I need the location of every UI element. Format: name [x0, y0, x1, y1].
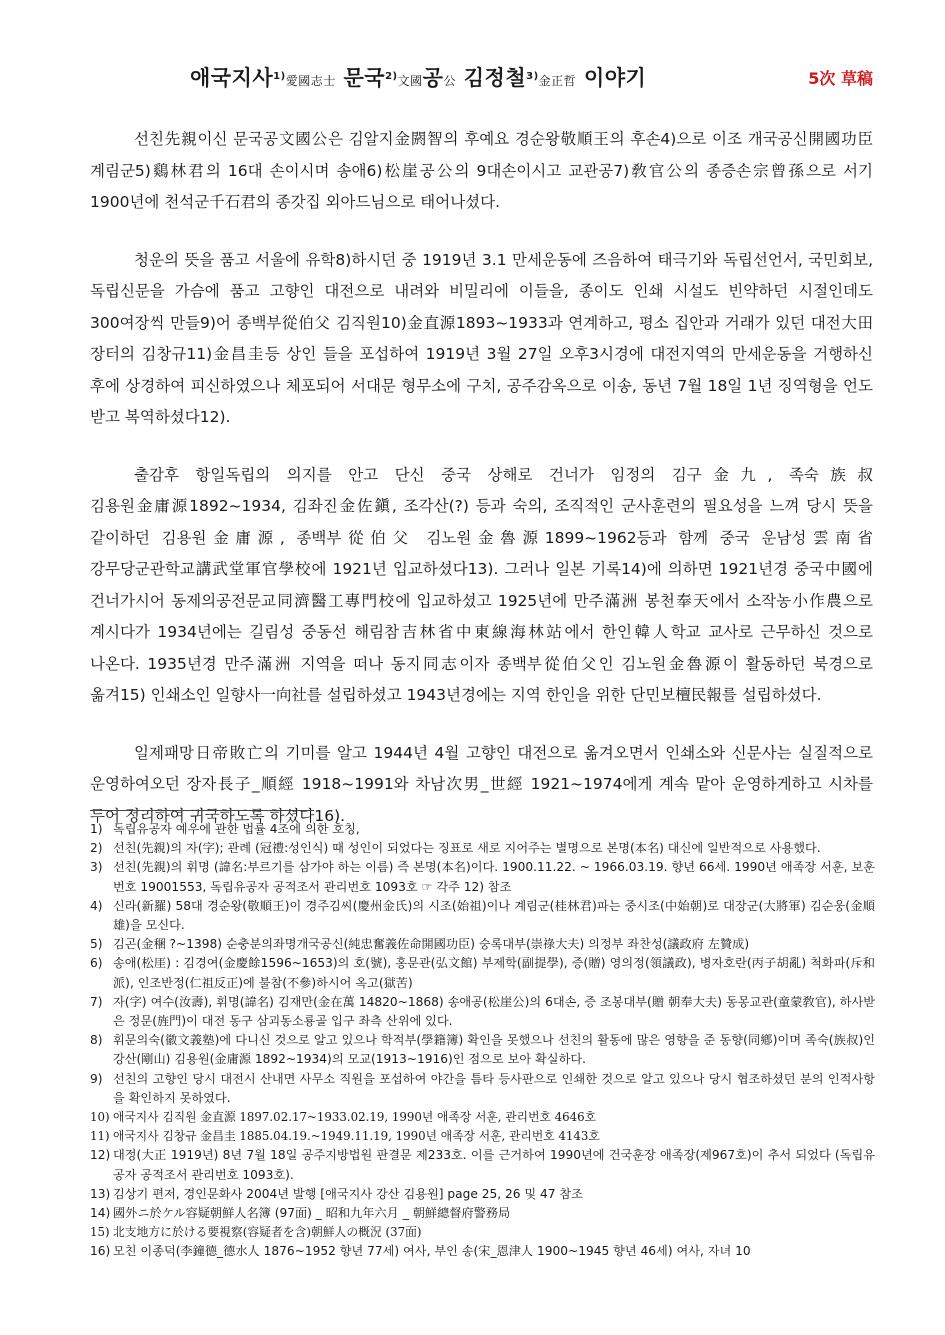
- footnote-ref[interactable]: 2): [385, 71, 398, 82]
- footnote-number: 10): [90, 1110, 110, 1125]
- footnote-text: 애국지사 김창규 金昌圭 1885.04.19.~1949.11.19, 1990년 애족장 서훈, 관리번호 4143호: [113, 1129, 600, 1144]
- footnote-text: 대정(大正 1919년) 8년 7월 18일 공주지방법원 판결문 제233호. 이를 근거하여 1990년에 건국훈장 애족장(제967호)이 추서 되었다 (독립유공자 공적조서 관리번호 1093호).: [113, 1148, 875, 1182]
- footnote-text: 애국지사 김직원 金直源 1897.02.17~1933.02.19, 1990년 애족장 서훈, 관리번호 4646호: [113, 1110, 597, 1125]
- footnote-number: 6): [90, 956, 103, 971]
- footnote: [90, 839, 875, 858]
- footnote-ref[interactable]: 3): [526, 71, 539, 82]
- title-part: 이야기: [583, 66, 647, 90]
- footnote-text: 모친 이종덕(李鐘德_德水人 1876~1952 향년 77세) 여사, 부인 송(宋_恩津人 1900~1945 향년 46세) 여사, 자녀 10: [113, 1244, 751, 1259]
- footnote-text: 휘문의숙(徽文義塾)에 다니신 것으로 알고 있으나 학적부(學籍簿) 확인을 못했으나 선친의 활동에 많은 영향을 준 동향(同鄕)이며 족숙(族叔)인 강산(剛山) 김용원(金庸源 1892~1934)의 모교(1913~1916)인 점으로 보아 확실하다.: [113, 1033, 875, 1067]
- footnote-number: 1): [90, 822, 103, 836]
- footnote-text: 선친(先親)의 휘명 (諱名:부르기를 삼가야 하는 이름) 즉 본명(本名)이다. 1900.11.22. ~ 1966.03.19. 향년 66세. 1990년 애족장 서훈, 보훈번호 19001553, 독립유공자 공적조서 관리번호 1093호 ☞ 각주 12) 참조: [113, 860, 875, 894]
- page-title: [190, 62, 646, 92]
- title-hanja: 愛國志士: [285, 74, 336, 88]
- title-part: 문국: [343, 66, 386, 90]
- footnote-text: 선친(先親)의 자(字); 관례 (冠禮:성인식) 때 성인이 되었다는 징표로 새로 지어주는 별명으로 본명(本名) 대신에 일반적으로 사용했다.: [113, 841, 821, 856]
- footnote-number: 7): [90, 994, 103, 1009]
- footnote: [90, 1185, 875, 1204]
- footnote-text: 김곤(金稛 ?~1398) 순충분의좌명개국공신(純忠奮義佐命開國功臣) 숭록대부(崇祿大夫) 의정부 좌찬성(議政府 左贊成): [113, 937, 750, 952]
- title-part: 공: [422, 66, 444, 90]
- footnote-number: 12): [90, 1148, 111, 1163]
- footnote-ref[interactable]: 1): [273, 71, 286, 82]
- footnote: [90, 1146, 875, 1184]
- footnote-text: 김상기 편저, 경인문화사 2004년 발행 [애국지사 강산 김용원] page 25, 26 및 47 참조: [113, 1186, 583, 1201]
- footnote-number: 2): [90, 841, 103, 856]
- footnote: [90, 1108, 875, 1127]
- footnote-number: 15): [90, 1225, 110, 1240]
- footnote: [90, 1204, 875, 1223]
- footnote: [90, 1242, 875, 1261]
- title-part: 애국지사: [190, 66, 274, 90]
- footnote-text: 國外ニ於ケル容疑朝鮮人名簿 (97面) _ 昭和九年六月 _ 朝鮮總督府警務局: [113, 1206, 511, 1221]
- footnote: [90, 1223, 875, 1242]
- footnote-number: 13): [90, 1186, 111, 1201]
- footnote-number: 5): [90, 937, 103, 952]
- footnote-number: 14): [90, 1206, 111, 1221]
- footnote-divider: [90, 810, 314, 811]
- footnote-text: 독립유공자 예우에 관한 법률 4조에 의한 호칭,: [113, 822, 360, 836]
- footnote: [90, 935, 875, 954]
- paragraph: 일제패망日帝敗亡의 기미를 알고 1944년 4월 고향인 대전으로 옮겨오면서 인쇄소와 신문사는 실질적으로 운영하여오던 장자長子_順經 1918~1991와 차남次男_世經 1921~1974에게 계속 맡아 운영하게하고 시차를 두어 정리하여 귀국하도록 하셨다16).: [90, 743, 873, 825]
- footnote: [90, 1070, 875, 1108]
- footnote-number: 4): [90, 898, 103, 913]
- title-hanja: 文國: [397, 74, 423, 88]
- footnote: [90, 954, 875, 992]
- paragraph: 출감후 항일독립의 의지를 안고 단신 중국 상해로 건너가 임정의 김구金九, 족숙族叔 김용원金庸源1892~1934, 김좌진金佐鎭, 조각산(?) 등과 숙의, 조직적인 군사훈련의 필요성을 느껴 당시 뜻을 같이하던 김용원金庸源, 종백부從伯父 김노원金魯源1899~1962등과 함께 중국 운남성雲南省 강무당군관학교講武堂軍官學校에 1921년 입교하셨다13). 그러나 일본 기록14)에 의하면 1921년경 중국中國에 건너가시어 동제의공전문교同濟醫工專門校에 입교하셨고 1925년에 만주滿洲 봉천奉天에서 소작농小作農으로 계시다가 1934년에는 길림성 중동선 해림참吉林省中東線海林站에서 한인韓人학교 교사로 근무하신 것으로 나온다. 1935년경 만주滿洲 지역을 떠나 동지同志이자 종백부從伯父인 김노원金魯源이 활동하던 북경으로 옮겨15) 인쇄소인 일향사一向社를 설립하셨고 1943년경에는 지역 한인을 위한 단민보檀民報를 설립하셨다.: [90, 465, 873, 704]
- footnote: [90, 993, 875, 1031]
- footnotes: [90, 820, 875, 1262]
- footnote-text: 선친의 고향인 당시 대전시 산내면 사무소 직원을 포섭하여 야간을 틈타 등사판으로 인쇄한 것으로 알고 있으나 당시 협조하셨던 분의 인적사항을 확인하지 못하였다.: [113, 1071, 875, 1105]
- title-hanja: 金正哲: [538, 74, 577, 88]
- paragraph: 선친先親이신 문국공文國公은 김알지金閼智의 후예요 경순왕敬順王의 후손4)으로 이조 개국공신開國功臣 계림군5)鷄林君의 16대 손이시며 송애6)松崖공公의 9대손이시고 교관공7)敎官公의 종증손宗曾孫으로 서기 1900년에 천석군千石君의 종갓집 외아드님으로 태어나셨다.: [90, 130, 873, 211]
- footnote: [90, 1127, 875, 1146]
- footnote-text: 자(字) 여수(汝壽), 휘명(諱名) 김재만(金在萬 14820~1868) 송애공(松崖公)의 6대손, 증 조봉대부(贈 朝奉大夫) 동몽교관(童蒙敎官), 하사받은 정문(旌門)이 대전 동구 삼괴동소룡골 입구 좌측 산위에 있다.: [113, 994, 875, 1029]
- footnote: [90, 820, 875, 839]
- footnote-number: 9): [90, 1071, 103, 1086]
- paragraph: 청운의 뜻을 품고 서울에 유학8)하시던 중 1919년 3.1 만세운동에 즈음하여 태극기와 독립선언서, 국민회보, 독립신문을 가슴에 품고 고향인 대전으로 내려와 비밀리에 이들을, 종이도 인쇄 시설도 빈약하던 시절인데도 300여장씩 만들9)어 종백부從伯父 김직원10)金直源1893~1933과 연계하고, 평소 집안과 거래가 있던 대전大田 장터의 김창규11)金昌圭등 상인 들을 포섭하여 1919년 3월 27일 오후3시경에 대전지역의 만세운동을 거행하신 후에 상경하여 피신하였으나 체포되어 서대문 형무소에 구치, 공주감옥으로 이송, 동년 7월 18일 1년 징역형을 언도 받고 복역하셨다12).: [90, 250, 873, 426]
- title-hanja: 公: [443, 74, 456, 88]
- footnote: [90, 1031, 875, 1069]
- title-part: 김정철: [463, 66, 527, 90]
- footnote-text: 北支地方に於ける要視察(容疑者を含)朝鮮人の概況 (37面): [113, 1225, 422, 1240]
- body-text: [90, 124, 873, 858]
- footnote-number: 3): [90, 860, 103, 875]
- footnote-text: 송애(松厓) : 김경여(金慶餘1596~1653)의 호(號), 홍문관(弘文館) 부제학(副提學), 증(贈) 영의정(領議政), 병자호란(丙子胡亂) 척화파(斥和派), 인조반정(仁祖反正)에 불참(不參)하시어 옥고(獄苦): [113, 956, 875, 990]
- footnote-number: 16): [90, 1244, 111, 1259]
- footnote: [90, 858, 875, 896]
- title-row: [90, 62, 873, 96]
- footnote: [90, 897, 875, 935]
- footnote-number: 11): [90, 1129, 110, 1144]
- footnote-text: 신라(新羅) 58대 경순왕(敬順王)이 경주김씨(慶州金氏)의 시조(始祖)이나 계림군(桂林君)파는 중시조(中始朝)로 대장군(大將軍) 김순웅(金順雄)을 모신다.: [113, 898, 875, 933]
- footnote-number: 8): [90, 1033, 103, 1048]
- draft-label: 5次 草稿: [808, 69, 873, 88]
